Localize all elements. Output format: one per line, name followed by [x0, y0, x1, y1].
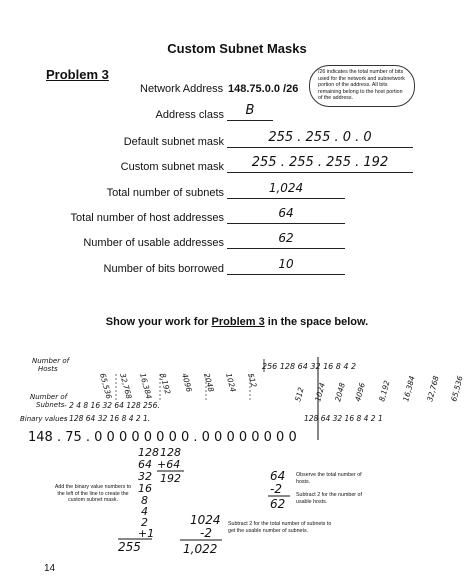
page-number: 14 [44, 563, 56, 574]
address-row: 148 . 75 . 0 0 0 0 0 0 0 0 . 0 0 0 0 0 0 0 0 [28, 430, 297, 445]
host-calc-total: 62 [270, 497, 286, 511]
bits-borrowed-label: Number of bits borrowed [103, 263, 224, 275]
subnets-col-value: 65,536 [449, 374, 465, 403]
hosts-col-value: 4096 [180, 372, 194, 393]
sum-note: Add the binary value numbers to the left of the line to create the custom subnet mask. [54, 484, 132, 503]
sum-stack-1: 64 [138, 458, 152, 471]
work-suffix: in the space below. [264, 316, 369, 328]
hosts-row-right: 256 128 64 32 16 8 4 2 [262, 362, 357, 371]
subnets-col-value: 16,384 [401, 374, 417, 403]
hosts-label-2: Hosts [38, 365, 58, 373]
sum-stack-7: +1 [138, 527, 155, 540]
address-class-value: B [245, 103, 255, 118]
subnet-calc-total: 1,022 [183, 542, 218, 556]
subnets-label-1: Number of [30, 393, 68, 401]
subnets-col-value: 8,192 [377, 379, 392, 403]
host-calc-1: -2 [270, 482, 282, 496]
prefix-callout: /26 indicates the total number of bits used for the network and subnetwork portion of the address. All bits remaining belong to the host portion of the address. [309, 65, 415, 107]
page-title: Custom Subnet Masks [167, 41, 307, 56]
host-calc-0: 64 [270, 469, 286, 483]
sum-top-total: 192 [160, 472, 181, 485]
subnets-label-2: Subnets [36, 401, 65, 409]
sum-stack-0: 128 [138, 446, 159, 459]
hosts-col-value: 512 [246, 372, 259, 389]
sum-stack-2: 32 [138, 470, 152, 483]
subnet-note: Subtract 2 for the total number of subnets to get the usable number of subnets. [228, 521, 332, 534]
network-address-label: Network Address [140, 83, 224, 95]
sum-stack-5: 4 [141, 505, 148, 518]
usable-addresses-value: 62 [278, 231, 294, 245]
binary-label: Binary values [20, 415, 68, 423]
subnets-col-value: 1024 [313, 381, 327, 403]
subnets-col-value: 2048 [333, 381, 347, 403]
sum-stack-4: 8 [141, 494, 148, 507]
problem-heading: Problem 3 [46, 67, 109, 82]
address-class-label: Address class [155, 109, 224, 121]
network-address-value: 148.75.0.0 /26 [228, 83, 299, 95]
subnet-calc-0: 1024 [190, 513, 221, 527]
work-problem: Problem 3 [211, 316, 265, 328]
hosts-col-value: 1024 [224, 372, 238, 393]
total-hosts-label: Total number of host addresses [70, 212, 224, 224]
subnets-col-value: 4096 [353, 381, 367, 403]
total-subnets-value: 1,024 [268, 181, 304, 195]
sum-stack-3: 16 [138, 482, 152, 495]
binary-row-right: 128 64 32 16 8 4 2 1 [304, 414, 383, 423]
hosts-col-value: 65,536 [98, 372, 114, 400]
total-hosts-value: 64 [278, 206, 294, 220]
hosts-col-value: 8,192 [158, 372, 173, 396]
default-mask-label: Default subnet mask [123, 136, 224, 148]
custom-mask-value: 255 . 255 . 255 . 192 [251, 155, 389, 170]
custom-mask-label: Custom subnet mask [120, 161, 224, 173]
host-note-1: Observe the total number of hosts. [296, 472, 362, 485]
default-mask-value: 255 . 255 . 0 . 0 [268, 130, 372, 145]
total-subnets-label: Total number of subnets [106, 187, 224, 199]
sum-stack-6: 2 [141, 516, 148, 529]
sum-top-1: +64 [157, 458, 181, 471]
host-note-2: Subtract 2 for the number of usable hosts. [296, 492, 362, 505]
hosts-label-1: Number of [32, 357, 70, 365]
hosts-col-value: 2048 [202, 372, 216, 393]
work-prefix: Show your work for [105, 316, 212, 328]
subnet-calc-1: -2 [200, 526, 212, 540]
subnets-col-value: 512 [293, 386, 306, 403]
sum-stack-total: 255 [118, 540, 141, 554]
bits-borrowed-value: 10 [278, 257, 294, 271]
hosts-col-value: 16,384 [138, 372, 154, 400]
sum-top-0: 128 [160, 446, 181, 459]
subnets-row: - 2 4 8 16 32 64 128 256. [64, 401, 160, 410]
binary-row-left: - 128 64 32 16 8 4 2 1. [64, 414, 151, 423]
hosts-col-value: 32,768 [118, 372, 134, 400]
subnets-col-value: 32,768 [425, 374, 441, 403]
usable-addresses-label: Number of usable addresses [83, 237, 224, 249]
